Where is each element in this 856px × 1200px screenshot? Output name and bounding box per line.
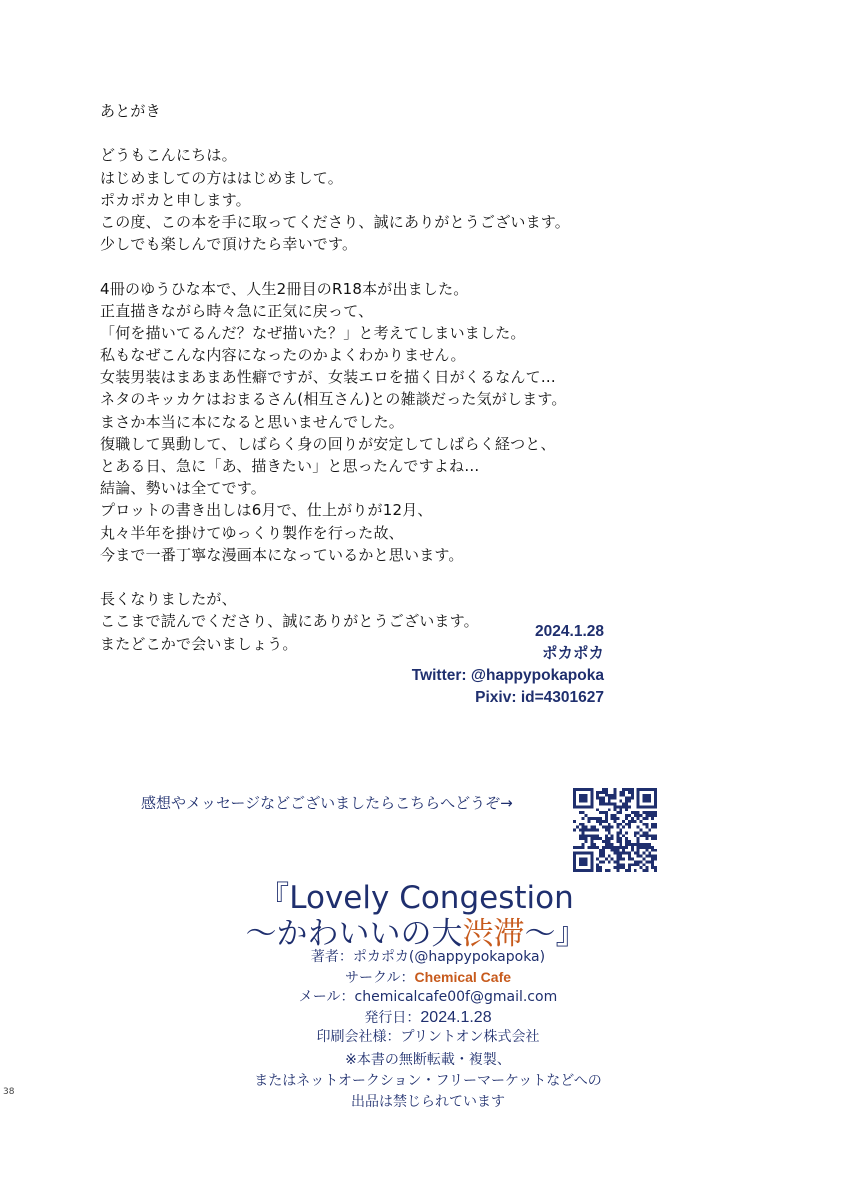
signature-author: ポカポカ [541,645,604,662]
afterword-line: 復職して異動して、しばらく身の回りが安定してしばらく経つと、 [100,434,556,453]
notice-line1: ※本書の無断転載・複製、 [345,1052,511,1068]
colophon-circle [0,968,856,989]
signature-block [412,621,604,709]
afterword-line: またどこかで会いましょう。 [100,634,298,653]
signature-date: 2024.1.28 [535,623,604,640]
colophon [0,948,856,1048]
afterword-blank-line [100,566,740,588]
afterword-line: 少しでも楽しんで頂けたら幸いです。 [100,235,358,254]
afterword-line: ここまで読んでくださり、誠にありがとうございます。 [100,612,479,631]
page-number: 38 [3,1087,15,1097]
book-title-line2-pre: ～かわいいの大 [245,916,463,952]
notice-line3: 出品は禁じられています [351,1094,505,1110]
qr-caption: 感想やメッセージなどございましたらこちらへどうぞ→ [141,794,513,812]
book-title-line2 [0,908,844,953]
colophon-author [0,948,856,968]
book-title-line1: 『Lovely Congestion [258,880,574,916]
afterword-line: ポカポカと申します。 [100,190,251,209]
colophon-author-label: 著者： [310,949,353,965]
afterword-line: この度、この本を手に取ってくださり、誠にありがとうございます。 [100,212,571,231]
afterword-line: 正直描きながら時々急に正気に戻って、 [100,301,374,320]
colophon-mail [0,988,856,1008]
afterword-line: はじめましての方ははじめまして。 [100,168,343,187]
notice-line2: またはネットオークション・フリーマーケットなどへの [254,1073,602,1089]
colophon-circle-value: Chemical Cafe [414,968,512,985]
signature-twitter: Twitter: @happypokapoka [411,667,604,684]
afterword-line: あとがき [100,102,161,120]
colophon-issue-label: 発行日： [364,1009,421,1026]
copyright-notice [0,1050,856,1113]
afterword-blank-line [100,122,740,144]
colophon-mail-value[interactable]: chemicalcafe00f@gmail.com [354,989,558,1005]
colophon-issue-value: 2024.1.28 [420,1008,492,1026]
afterword-line: 女装男装はまあまあ性癖ですが、女装エロを描く日がくるなんて… [100,368,557,387]
colophon-circle-label: サークル： [344,969,415,986]
colophon-printer-value: プリントオン株式会社 [400,1029,540,1045]
colophon-printer [0,1028,856,1048]
afterword-line: 今まで一番丁寧な漫画本になっているかと思います。 [100,545,464,564]
afterword-line: プロットの書き出しは6月で、仕上がりが12月、 [100,501,433,520]
afterword-blank-line [100,255,740,277]
afterword-line: ネタのキッカケはおまるさん(相互さん)との雑談だった気がします。 [100,390,567,409]
colophon-mail-label: メール： [298,989,355,1005]
afterword-line: どうもこんにちは。 [100,146,237,165]
afterword-line: とある日、急に「あ、描きたい」と思ったんですよね… [100,457,480,475]
book-title-accent: 渋滞 [462,916,525,952]
afterword-line: 「何を描いてるんだ？なぜ描いた？」と考えてしまいました。 [100,323,526,342]
afterword-line: 丸々半年を掛けてゆっくり製作を行った故、 [100,523,404,542]
afterword-line: まさか本当に本になると思いませんでした。 [100,412,405,431]
colophon-issue-date [0,1008,856,1029]
afterword-text [100,100,740,655]
afterword-line: 4冊のゆうひな本で、人生2冊目のR18本が出ました。 [100,279,469,298]
colophon-author-value: ポカポカ(@happypokapoka) [352,949,546,965]
qr-code-icon[interactable] [573,788,657,872]
signature-pixiv: Pixiv: id=4301627 [475,689,604,706]
afterword-line: 私もなぜこんな内容になったのかよくわかりません。 [100,346,466,365]
colophon-printer-label: 印刷会社様： [316,1029,401,1045]
afterword-line: 結論、勢いは全てです。 [100,479,267,498]
afterword-line: 長くなりましたが、 [100,590,237,609]
book-title-line2-post: ～』 [524,916,587,952]
